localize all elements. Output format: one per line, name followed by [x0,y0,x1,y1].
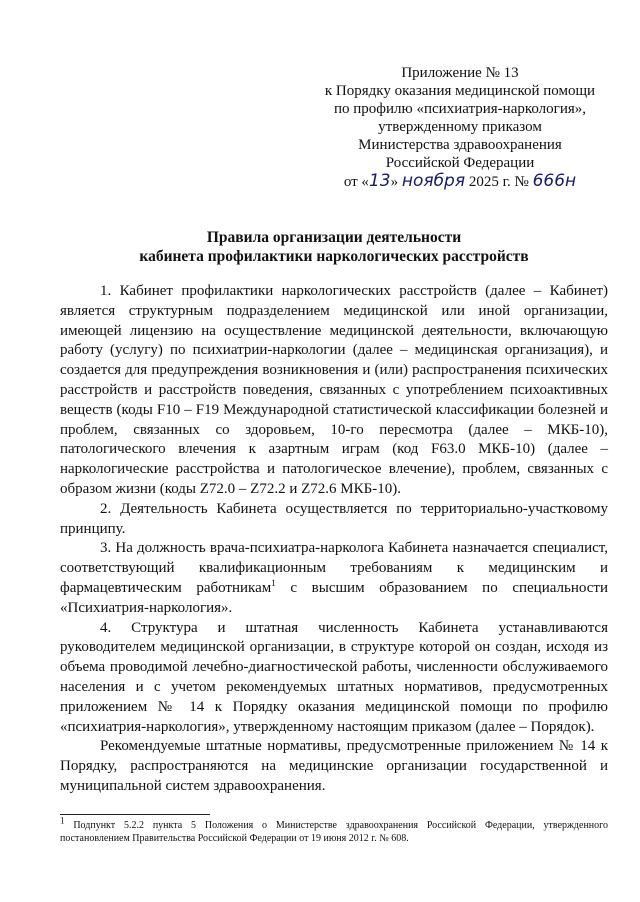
appendix-number: Приложение № 13 [401,65,519,81]
handwritten-month: ноября [401,171,466,191]
header-line-approved: утвержденному приказом [378,119,542,135]
footnote-mark: 1 [60,815,65,826]
paragraph-2: 2. Деятельность Кабинета осуществляется по территориально-участковому принципу. [60,500,608,537]
header-line-profile: по профилю «психиатрия-наркология», [334,101,586,117]
paragraph-1: 1. Кабинет профилактики наркологических расстройств (далее – Кабинет) является структурным подразделением медицинской или иной организации, имеющей лицензию на осуществление медицинской деятельности, включающую работу (услугу) по психиатрии-наркологии (далее – медицинская организация), и создается для предупреждения возникновения и (или) распространения психических расстройств и расстройств поведения, связанных с употреблением психоактивных веществ (коды F10 – F19 Международной статистической классификации болезней и проблем, связанных со здоровьем, 10-го пересмотра (далее – МКБ-10), патологического влечения к азартным играм (код F63.0 МКБ-10) (далее – наркологические расстройства и патологическое влечение), проблем, связанных с образом жизни (коды Z72.0 – Z72.2 и Z72.6 МКБ-10). [60,283,608,497]
date-prefix: от « [343,174,369,190]
footnote-ref: 1 [271,577,276,588]
date-mid: » [390,174,402,190]
paragraph-3 [60,539,608,618]
order-date-line [300,172,620,191]
title-line-1: Правила организации деятельности [206,229,462,246]
footnote-divider [60,814,210,815]
paragraph-5: Рекомендуемые штатные нормативы, предусмотренные приложением № 14 к Порядку, распространяются на медицинские организации государственной и муниципальной систем здравоохранения. [60,738,608,794]
paragraph-3-text-end: с высшим образованием по специальности «Психиатрия-наркология». [60,579,608,616]
header-line-procedure: к Порядку оказания медицинской помощи [324,83,596,99]
handwritten-order-number: 666н [532,171,577,191]
date-year: 2025 г. № [465,174,533,190]
header-line-ministry: Министерства здравоохранения [358,137,562,153]
paragraph-3-text: 3. На должность врача-психиатра-нарколога Кабинета назначается специалист, соответствующий квалификационным требованиям к медицинским и фармацевтическим работникам [60,540,608,596]
title-line-2: кабинета профилактики наркологических расстройств [139,248,529,265]
paragraph-4: 4. Структура и штатная численность Кабинета устанавливаются руководителем медицинской организации, в структуре которой он создан, исходя из объема проводимой лечебно-диагностической работы, численности обслуживаемого населения и с учетом рекомендуемых штатных нормативов, предусмотренных приложением № 14 к Порядку оказания медицинской помощи по профилю «психиатрия-наркология», утвержденному настоящим приказом (далее – Порядок). [60,619,608,735]
handwritten-day: 13 [368,171,391,191]
footnote-text: Подпункт 5.2.2 пункта 5 Положения о Министерстве здравоохранения Российской Федерации, утвержденного постановлением Правительства Российской Федерации от 19 июня 2012 г. № 608. [60,820,608,844]
document-title [60,228,608,266]
document-body [60,282,608,797]
header-line-federation: Российской Федерации [385,155,535,171]
appendix-header [300,64,620,191]
footnote [60,815,608,845]
